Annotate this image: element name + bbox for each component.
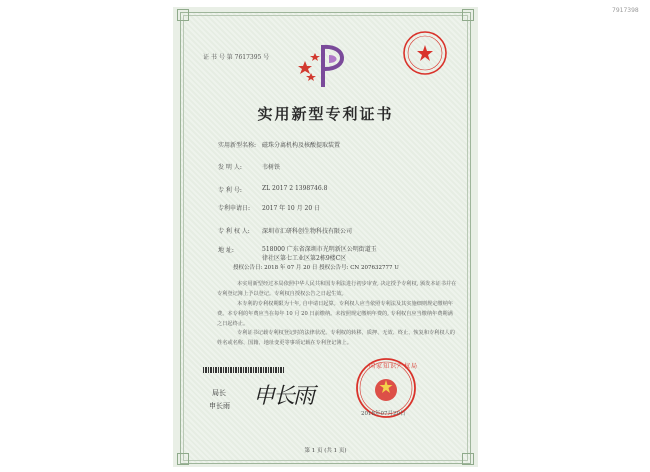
barcode <box>203 367 285 373</box>
field-value-utility-name: 磁珠分离机构及核酸提取装置 <box>262 142 341 149</box>
statement-paragraph: 专利证书记载专利权登记时的法律状况。专利权的转移、质押、无效、终止、恢复和专利权人的姓名或名称、国籍、地址变更等事项记载在专利登记簿上。 <box>217 330 455 346</box>
seal-stamp-top <box>401 29 449 77</box>
field-value-address: 518000 广东省深圳市光明新区公明街道玉律社区第七工业区第2栋9楼C区 <box>262 246 377 262</box>
field-value-patent-number: ZL 2017 2 1398746.8 <box>262 185 328 192</box>
seal-date: 2018年07月20日 <box>361 411 406 417</box>
page-footer: 第 1 页 (共 1 页) <box>304 448 347 454</box>
director-title: 局长 <box>212 389 226 397</box>
field-label-patentee: 专 利 权 人: <box>218 228 250 235</box>
director-signature: 申长雨 <box>253 384 314 409</box>
patent-certificate <box>173 7 478 467</box>
corner-number: 7917398 <box>612 7 639 14</box>
field-label-address: 地 址: <box>218 247 234 254</box>
field-value-filing-date: 2017 年 10 月 20 日 <box>262 205 321 212</box>
corner-ornament <box>177 9 189 21</box>
statement-paragraph: 本专利的专利权期限为十年, 自申请日起算。专利权人应当依照专利法及其实施细则规定缴纳年费。本专利的年费应当在每年 10 月 20 日前缴纳。未按照规定缴纳年费的, 专利权自应当缴纳年费期满之日起终止。 <box>217 301 453 327</box>
certificate-title: 实用新型专利证书 <box>257 105 394 123</box>
field-value-patentee: 深圳市汇研科创生物科技有限公司 <box>262 228 353 235</box>
director-name-printed: 申长雨 <box>209 402 230 410</box>
corner-ornament <box>462 9 474 21</box>
field-label-filing-date: 专利申请日: <box>218 205 251 212</box>
corner-ornament <box>177 453 189 465</box>
field-label-inventor: 发 明 人: <box>218 164 242 171</box>
field-label-utility-name: 实用新型名称: <box>218 142 257 149</box>
certificate-number: 证 书 号 第 7617395 号 <box>203 54 270 61</box>
field-label-patent-number: 专 利 号: <box>218 187 242 194</box>
field-value-inventor: 韦树铁 <box>262 164 281 171</box>
patent-office-logo <box>297 41 355 91</box>
statement-paragraph: 本实用新型经过本局依照中华人民共和国专利法进行初步审查, 决定授予专利权, 颁发本证书并在专利登记簿上予以登记。专利权自授权公告之日起生效。 <box>217 281 457 297</box>
seal-text: 国家知识产权局 <box>369 363 419 370</box>
grant-publication-line: 授权公告日: 2018 年 07 月 20 日 授权公告号: CN 207632777 U <box>233 265 399 271</box>
corner-ornament <box>462 453 474 465</box>
